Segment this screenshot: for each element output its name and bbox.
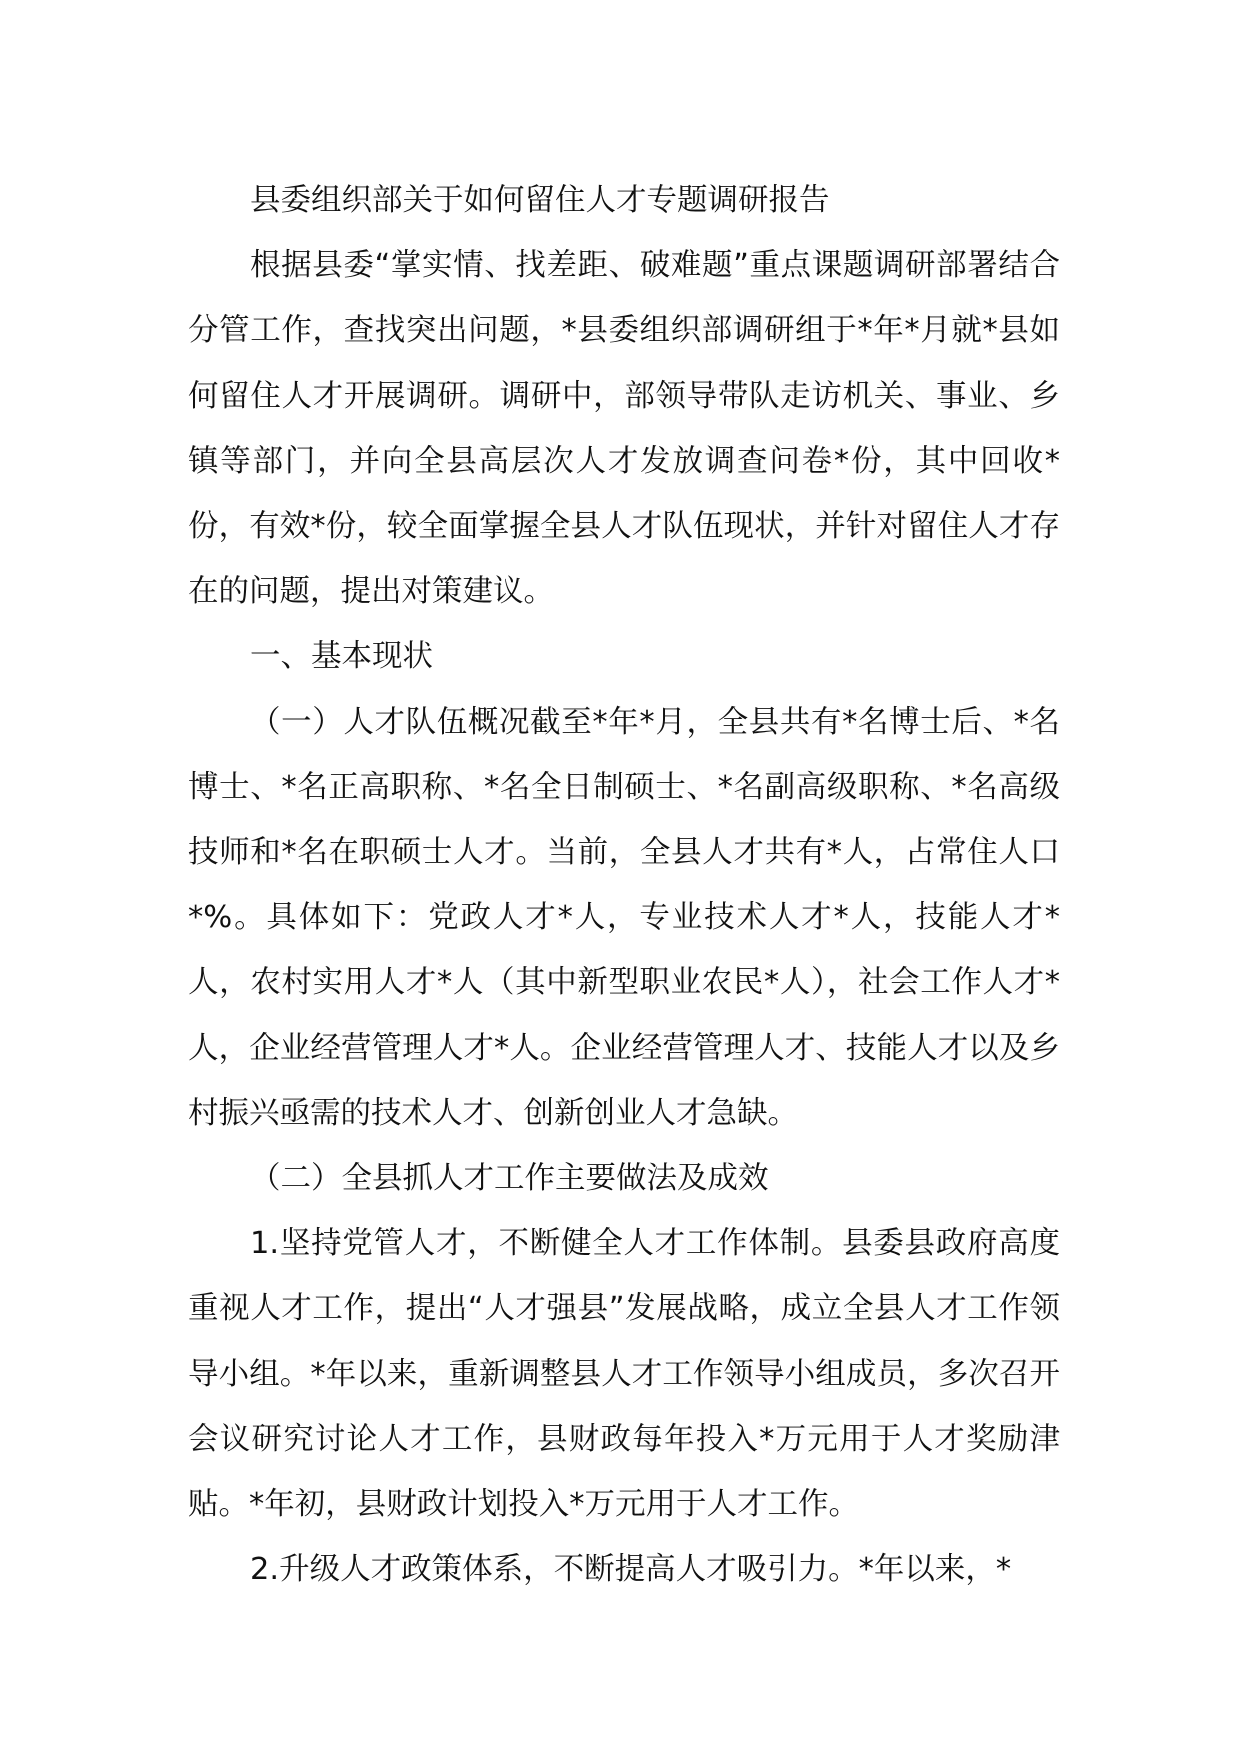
paragraph-policy-system: 2.升级人才政策体系，不断提高人才吸引力。*年以来，* xyxy=(250,1552,1012,1588)
section-heading-basic-status: 一、基本现状 xyxy=(250,639,433,675)
paragraph-party-management: 1.坚持党管人才，不断健全人才工作体制。县委县政府高度重视人才工作，提出“人才强县”发展战略，成立全县人才工作领导小组。*年以来，重新调整县人才工作领导小组成员，多次召开会议研究讨论人才工作，县财政每年投入*万元用于人才奖励津贴。*年初，县财政计划投入*万元用于人才工作。 xyxy=(188,1226,1060,1523)
document-title: 县委组织部关于如何留住人才专题调研报告 xyxy=(250,183,830,218)
document-body xyxy=(188,168,1060,1602)
paragraph-intro: 根据县委“掌实情、找差距、破难题”重点课题调研部署结合分管工作，查找突出问题，*县委组织部调研组于*年*月就*县如何留住人才开展调研。调研中，部领导带队走访机关、事业、乡镇等部门，并向全县高层次人才发放调查问卷*份，其中回收*份，有效*份，较全面掌握全县人才队伍现状，并针对留住人才存在的问题，提出对策建议。 xyxy=(188,248,1060,610)
subsection-heading-practices: （二）全县抓人才工作主要做法及成效 xyxy=(250,1161,769,1197)
paragraph-talent-overview: （一）人才队伍概况截至*年*月，全县共有*名博士后、*名博士、*名正高职称、*名全日制硕士、*名副高级职称、*名高级技师和*名在职硕士人才。当前，全县人才共有*人，占常住人口*%。具体如下：党政人才*人，专业技术人才*人，技能人才*人，农村实用人才*人（其中新型职业农民*人），社会工作人才*人，企业经营管理人才*人。企业经营管理人才、技能人才以及乡村振兴亟需的技术人才、创新创业人才急缺。 xyxy=(188,704,1060,1131)
